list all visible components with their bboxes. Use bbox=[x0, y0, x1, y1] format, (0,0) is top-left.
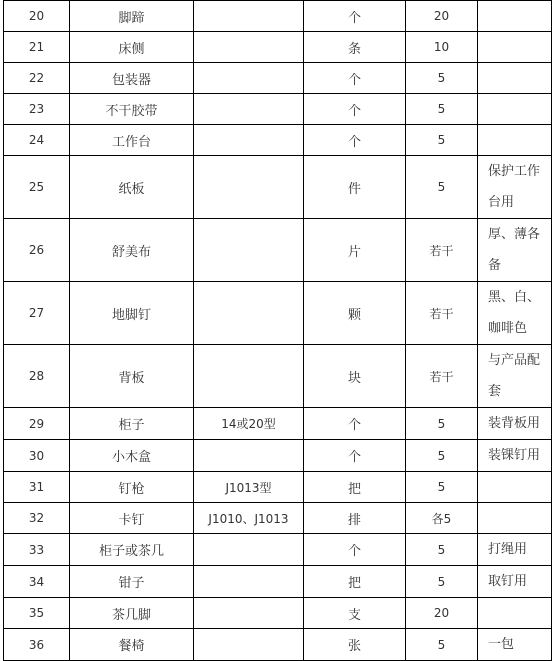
spec-cell bbox=[194, 156, 304, 219]
table-row bbox=[4, 282, 552, 345]
row-number-cell: 24 bbox=[4, 125, 70, 156]
note-cell bbox=[478, 503, 552, 534]
unit-cell: 个 bbox=[304, 63, 406, 94]
quantity-cell: 5 bbox=[406, 156, 478, 219]
spec-cell bbox=[194, 125, 304, 156]
row-number-cell: 26 bbox=[4, 219, 70, 282]
table-row bbox=[4, 32, 552, 63]
unit-cell: 个 bbox=[304, 534, 406, 566]
note-cell bbox=[478, 1, 552, 32]
item-name-cell: 不干胶带 bbox=[70, 94, 194, 125]
quantity-cell: 5 bbox=[406, 94, 478, 125]
unit-cell: 块 bbox=[304, 345, 406, 408]
item-name-cell: 餐椅 bbox=[70, 629, 194, 661]
note-cell bbox=[478, 472, 552, 503]
note-cell: 厚、薄各备 bbox=[478, 219, 552, 282]
quantity-cell: 10 bbox=[406, 32, 478, 63]
item-name-cell: 工作台 bbox=[70, 125, 194, 156]
quantity-cell: 5 bbox=[406, 63, 478, 94]
note-cell bbox=[478, 94, 552, 125]
spec-cell: J1013型 bbox=[194, 472, 304, 503]
row-number-cell: 35 bbox=[4, 598, 70, 629]
quantity-cell: 5 bbox=[406, 440, 478, 472]
row-number-cell: 32 bbox=[4, 503, 70, 534]
item-name-cell: 床侧 bbox=[70, 32, 194, 63]
row-number-cell: 25 bbox=[4, 156, 70, 219]
spec-cell: 14或20型 bbox=[194, 408, 304, 440]
quantity-cell: 5 bbox=[406, 125, 478, 156]
note-cell: 与产品配套 bbox=[478, 345, 552, 408]
table-row bbox=[4, 566, 552, 598]
row-number-cell: 20 bbox=[4, 1, 70, 32]
item-name-cell: 柜子或茶几 bbox=[70, 534, 194, 566]
item-name-cell: 舒美布 bbox=[70, 219, 194, 282]
unit-cell: 个 bbox=[304, 408, 406, 440]
quantity-cell: 若干 bbox=[406, 282, 478, 345]
row-number-cell: 23 bbox=[4, 94, 70, 125]
row-number-cell: 29 bbox=[4, 408, 70, 440]
quantity-cell: 若干 bbox=[406, 219, 478, 282]
row-number-cell: 28 bbox=[4, 345, 70, 408]
unit-cell: 支 bbox=[304, 598, 406, 629]
note-cell bbox=[478, 63, 552, 94]
quantity-cell: 5 bbox=[406, 472, 478, 503]
spec-cell bbox=[194, 629, 304, 661]
unit-cell: 张 bbox=[304, 629, 406, 661]
table-row bbox=[4, 440, 552, 472]
note-cell: 打绳用 bbox=[478, 534, 552, 566]
table-row bbox=[4, 472, 552, 503]
note-cell bbox=[478, 32, 552, 63]
spec-cell bbox=[194, 440, 304, 472]
spec-cell bbox=[194, 566, 304, 598]
row-number-cell: 31 bbox=[4, 472, 70, 503]
item-name-cell: 柜子 bbox=[70, 408, 194, 440]
unit-cell: 排 bbox=[304, 503, 406, 534]
unit-cell: 个 bbox=[304, 125, 406, 156]
spec-cell bbox=[194, 219, 304, 282]
note-cell: 取钉用 bbox=[478, 566, 552, 598]
item-name-cell: 纸板 bbox=[70, 156, 194, 219]
table-row bbox=[4, 94, 552, 125]
table-body bbox=[4, 1, 552, 661]
row-number-cell: 36 bbox=[4, 629, 70, 661]
table-row bbox=[4, 598, 552, 629]
unit-cell: 件 bbox=[304, 156, 406, 219]
table-row bbox=[4, 503, 552, 534]
row-number-cell: 30 bbox=[4, 440, 70, 472]
quantity-cell: 5 bbox=[406, 534, 478, 566]
item-name-cell: 钉枪 bbox=[70, 472, 194, 503]
table-row bbox=[4, 629, 552, 661]
table-row bbox=[4, 125, 552, 156]
row-number-cell: 21 bbox=[4, 32, 70, 63]
note-cell: 装背板用 bbox=[478, 408, 552, 440]
table-row bbox=[4, 408, 552, 440]
spec-cell bbox=[194, 345, 304, 408]
note-cell bbox=[478, 125, 552, 156]
spec-cell bbox=[194, 598, 304, 629]
item-name-cell: 茶几脚 bbox=[70, 598, 194, 629]
unit-cell: 片 bbox=[304, 219, 406, 282]
item-name-cell: 背板 bbox=[70, 345, 194, 408]
spec-cell bbox=[194, 282, 304, 345]
item-name-cell: 小木盒 bbox=[70, 440, 194, 472]
materials-table bbox=[3, 0, 552, 661]
table-row bbox=[4, 1, 552, 32]
item-name-cell: 脚蹄 bbox=[70, 1, 194, 32]
row-number-cell: 34 bbox=[4, 566, 70, 598]
spec-cell bbox=[194, 1, 304, 32]
quantity-cell: 5 bbox=[406, 408, 478, 440]
row-number-cell: 27 bbox=[4, 282, 70, 345]
quantity-cell: 5 bbox=[406, 629, 478, 661]
note-cell: 黑、白、咖啡色 bbox=[478, 282, 552, 345]
note-cell: 装锞钉用 bbox=[478, 440, 552, 472]
quantity-cell: 5 bbox=[406, 566, 478, 598]
unit-cell: 个 bbox=[304, 1, 406, 32]
item-name-cell: 卡钉 bbox=[70, 503, 194, 534]
table-row bbox=[4, 534, 552, 566]
table-row bbox=[4, 156, 552, 219]
quantity-cell: 各5 bbox=[406, 503, 478, 534]
unit-cell: 颗 bbox=[304, 282, 406, 345]
spec-cell bbox=[194, 534, 304, 566]
unit-cell: 条 bbox=[304, 32, 406, 63]
spec-cell bbox=[194, 32, 304, 63]
unit-cell: 个 bbox=[304, 440, 406, 472]
table-row bbox=[4, 63, 552, 94]
note-cell bbox=[478, 598, 552, 629]
unit-cell: 把 bbox=[304, 566, 406, 598]
item-name-cell: 地脚钉 bbox=[70, 282, 194, 345]
spec-cell: J1010、J1013 bbox=[194, 503, 304, 534]
quantity-cell: 20 bbox=[406, 598, 478, 629]
quantity-cell: 若干 bbox=[406, 345, 478, 408]
table-row bbox=[4, 345, 552, 408]
row-number-cell: 22 bbox=[4, 63, 70, 94]
spec-cell bbox=[194, 94, 304, 125]
spec-cell bbox=[194, 63, 304, 94]
row-number-cell: 33 bbox=[4, 534, 70, 566]
unit-cell: 把 bbox=[304, 472, 406, 503]
table-row bbox=[4, 219, 552, 282]
unit-cell: 个 bbox=[304, 94, 406, 125]
item-name-cell: 钳子 bbox=[70, 566, 194, 598]
note-cell: 保护工作台用 bbox=[478, 156, 552, 219]
item-name-cell: 包装器 bbox=[70, 63, 194, 94]
note-cell: 一包 bbox=[478, 629, 552, 661]
quantity-cell: 20 bbox=[406, 1, 478, 32]
